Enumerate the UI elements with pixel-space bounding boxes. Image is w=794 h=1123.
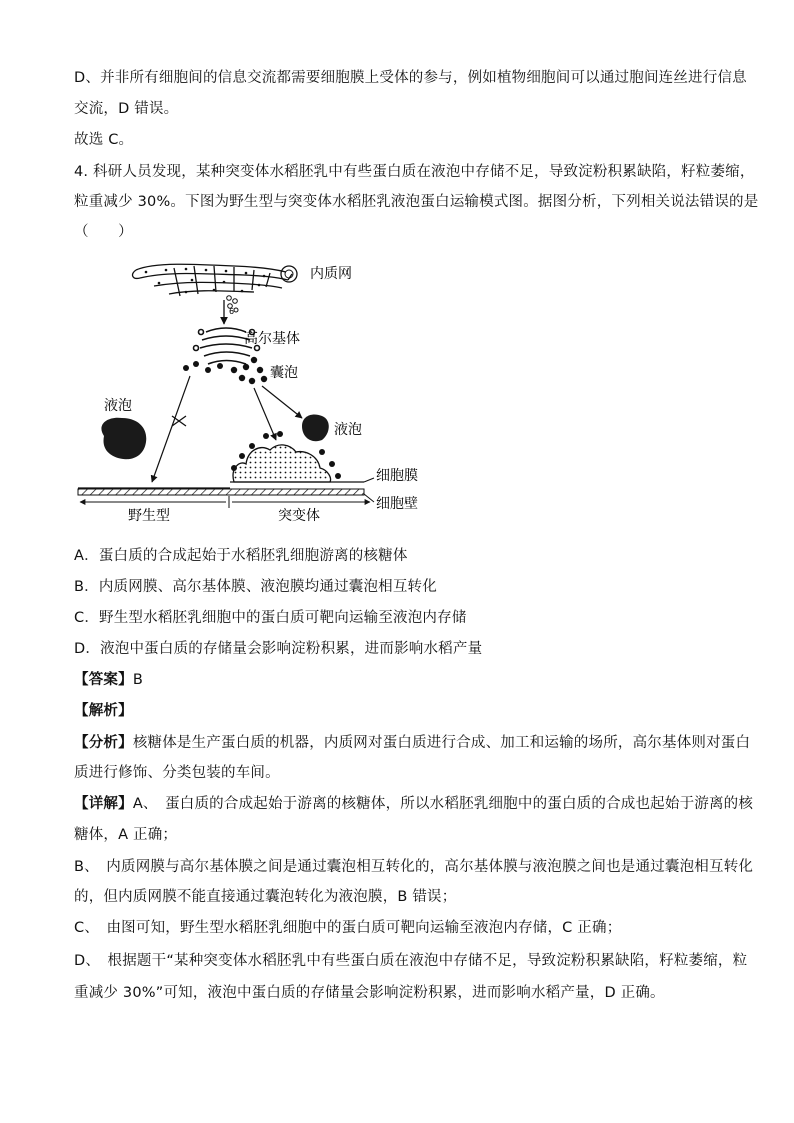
question-stem-line1: 4. 科研人员发现，某种突变体水稻胚乳中有些蛋白质在液泡中存储不足，导致淀粉积累缺陷，籽粒萎缩， xyxy=(74,164,755,180)
fenxi-line2: 质进行修饰、分类包装的车间。 xyxy=(74,765,280,781)
prev-select-answer: 故选 C。 xyxy=(74,132,134,148)
option-c: C．野生型水稻胚乳细胞中的蛋白质可靶向运输至液泡内存储 xyxy=(74,610,467,626)
answer-value: B xyxy=(132,672,143,688)
vacuole-left xyxy=(101,418,146,460)
fenxi-tag: 【分析】 xyxy=(74,735,133,751)
xiangjie-line-b1: B、 内质网膜与高尔基体膜之间是通过囊泡相互转化的，高尔基体膜与液泡膜之间也是通过囊泡相互转化 xyxy=(74,859,754,875)
option-a: A．蛋白质的合成起始于水稻胚乳细胞游离的核糖体 xyxy=(74,548,408,564)
fenxi-text1: 核糖体是生产蛋白质的机器，内质网对蛋白质进行合成、加工和运输的场所，高尔基体则对蛋白 xyxy=(132,735,751,751)
arrow-to-vacuole xyxy=(262,386,302,418)
xiangjie-line-d1: D、 根据题干“某种突变体水稻胚乳中有些蛋白质在液泡中存储不足，导致淀粉积累缺陷，籽粒萎缩，粒 xyxy=(74,953,748,969)
question-bracket: （ ） xyxy=(74,224,133,240)
xiangjie-line-d2: 重减少 30%”可知，液泡中蛋白质的存储量会影响淀粉积累，进而影响水稻产量，D 正确。 xyxy=(74,985,665,1001)
xiangjie-line-a2: 糖体，A 正确； xyxy=(74,827,178,843)
prev-option-d-line1: D、并非所有细胞间的信息交流都需要细胞膜上受体的参与，例如植物细胞间可以通过胞间连丝进行信息 xyxy=(74,70,747,86)
fenxi-line1 xyxy=(74,733,750,753)
label-vesicle: 囊泡 xyxy=(270,365,298,381)
er-structure xyxy=(133,264,292,296)
xiangjie-line-b2: 的，但内质网膜不能直接通过囊泡转化为液泡膜，B 错误； xyxy=(74,889,457,905)
prev-option-d-line2: 交流，D 错误。 xyxy=(74,101,179,117)
label-er: 内质网 xyxy=(310,266,352,282)
arrow-to-membrane xyxy=(254,388,276,440)
label-mutant: 突变体 xyxy=(278,508,320,524)
question-stem-line2: 粒重减少 30%。下图为野生型与突变体水稻胚乳液泡蛋白运输模式图。据图分析，下列相关说法错误的是 xyxy=(74,194,759,210)
option-d: D．液泡中蛋白质的存储量会影响淀粉积累，进而影响水稻产量 xyxy=(74,641,483,657)
cell-wall xyxy=(78,489,364,495)
protein-transport-diagram xyxy=(74,256,434,526)
answer-tag: 【答案】 xyxy=(74,672,133,688)
analysis-tag: 【解析】 xyxy=(74,703,133,719)
vesicle-mark: 6 xyxy=(229,307,235,316)
wall-leader xyxy=(364,494,374,502)
label-wild: 野生型 xyxy=(128,508,170,524)
label-golgi: 高尔基体 xyxy=(244,331,300,347)
secreted-protein-mass xyxy=(233,445,330,482)
xiangjie-tag: 【详解】 xyxy=(74,796,133,812)
xiangjie-a-text1: A、 蛋白质的合成起始于游离的核糖体，所以水稻胚乳细胞中的蛋白质的合成也起始于游离的核 xyxy=(132,796,754,812)
label-vacuole-right: 液泡 xyxy=(334,422,362,438)
label-wall: 细胞壁 xyxy=(376,496,418,512)
label-vacuole-left: 液泡 xyxy=(104,398,132,414)
label-membrane: 细胞膜 xyxy=(376,468,418,484)
vacuole-right xyxy=(302,414,329,441)
option-b: B．内质网膜、高尔基体膜、液泡膜均通过囊泡相互转化 xyxy=(74,579,437,595)
arrow-wild-blocked xyxy=(152,376,190,482)
xiangjie-line-a1 xyxy=(74,794,753,814)
ribosome-dots xyxy=(145,268,266,294)
membrane-leader xyxy=(364,478,374,482)
xiangjie-line-c1: C、 由图可知，野生型水稻胚乳细胞中的蛋白质可靶向运输至液泡内存储，C 正确； xyxy=(74,920,622,936)
answer-line xyxy=(74,670,143,690)
